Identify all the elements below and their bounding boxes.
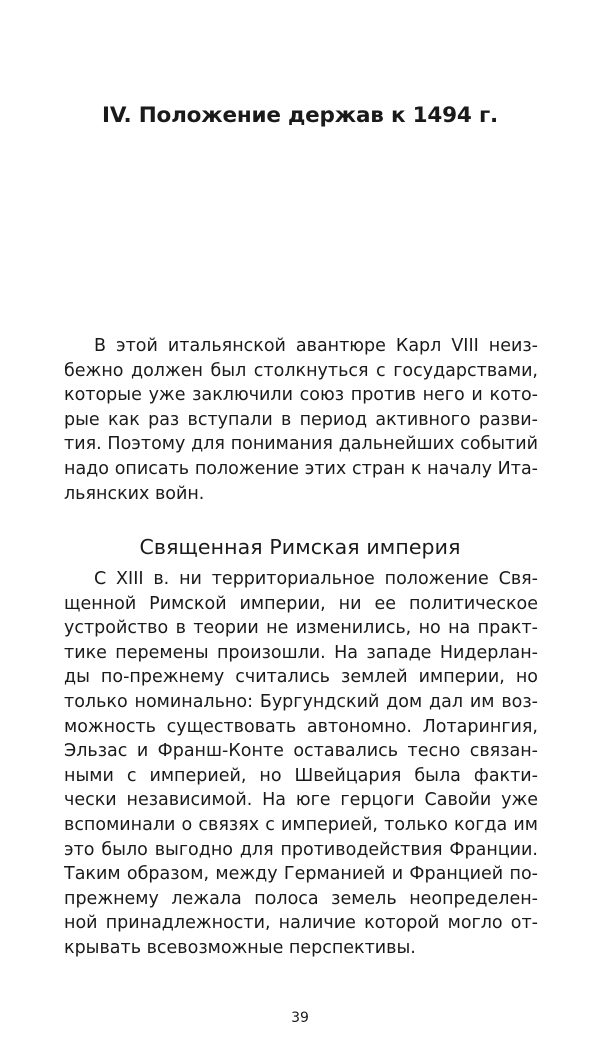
text-line: бежно должен был столкнуться с государствами, <box>64 360 538 381</box>
text-line: ной принадлежности, наличие которой могло от- <box>64 913 538 934</box>
text-line: ными с империей, но Швейцария была факти- <box>64 765 538 786</box>
text-line: только номинально: Бургундский дом дал им воз- <box>64 691 538 712</box>
section-paragraph <box>64 567 538 961</box>
text-line: рые как раз вступали в период активного разви- <box>64 409 538 430</box>
text-line: тия. Поэтому для понимания дальнейших событий <box>64 434 538 455</box>
text-line: льянских войн. <box>64 483 205 504</box>
text-line: Таким образом, между Германией и Францией по- <box>64 864 538 885</box>
text-line: тике перемены произошли. На западе Нидерлан- <box>64 642 538 663</box>
text-line: которые уже заключили союз против него и кото- <box>64 385 538 406</box>
text-line: ды по-прежнему считались землей империи, но <box>64 667 538 688</box>
text-line: устройство в теории не изменились, но на практ- <box>64 618 538 639</box>
chapter-title: IV. Положение держав к 1494 г. <box>102 103 498 128</box>
text-line: прежнему лежала полоса земель неопределен- <box>64 888 538 909</box>
text-line: В этой итальянской авантюре Карл VIII неиз- <box>94 336 538 356</box>
text-line: щенной Римской империи, ни ее политическое <box>64 593 538 614</box>
text-line: Эльзас и Франш-Конте оставались тесно связан- <box>64 741 538 762</box>
text-line: крывать всевозможные перспективы. <box>64 937 416 958</box>
text-line: это было выгодно для противодействия Франции. <box>64 839 538 860</box>
intro-paragraph <box>64 334 538 506</box>
text-line: надо описать положение этих стран к началу Ита- <box>64 458 538 479</box>
text-line: С XIII в. ни территориальное положение Свя- <box>94 569 538 589</box>
text-line: можность существовать автономно. Лотарингия, <box>64 716 538 737</box>
text-line: вспоминали о связях с империей, только когда им <box>64 814 538 835</box>
page-number: 39 <box>291 1010 309 1026</box>
section-heading: Священная Римская империя <box>139 535 461 559</box>
text-line: чески независимой. На юге герцоги Савойи уже <box>64 790 538 811</box>
